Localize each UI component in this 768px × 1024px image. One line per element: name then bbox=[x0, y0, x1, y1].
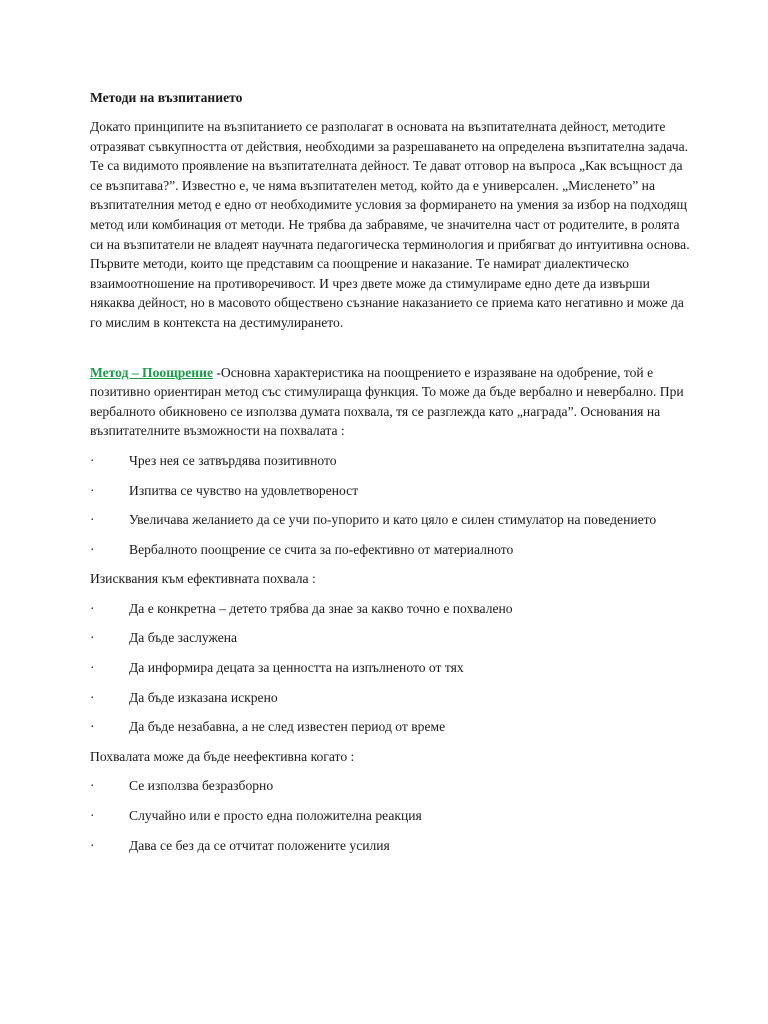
list-item bbox=[90, 599, 690, 619]
bullet-marker: · bbox=[90, 512, 95, 528]
list-item bbox=[90, 481, 690, 501]
bullet-marker: · bbox=[90, 778, 95, 794]
list-item bbox=[90, 658, 690, 678]
list-item-text: Да бъде заслужена bbox=[129, 630, 238, 646]
list-item-text: Чрез нея се затвърдява позитивното bbox=[129, 452, 337, 468]
list-item-text: Се използва безразборно bbox=[129, 778, 274, 794]
list-item-text: Да е конкретна – детето трябва да знае за какво точно е похвалено bbox=[129, 600, 513, 616]
list-item-text: Дава се без да се отчитат положените усилия bbox=[129, 837, 390, 853]
list-item-text: Изпитва се чувство на удовлетвореност bbox=[129, 482, 359, 498]
intro-paragraph: Докато принципите на възпитанието се разполагат в основата на възпитателната дейност, методите отразяват съвкупността от действия, необходими за разрешаването на определена възпитателна задача. Те са видимото проявление на възпитателната дейност. Те дават отговор на въпроса „Как всъщност да се възпитава?”. Известно е, че няма възпитателен метод, който да е универсален. „Мисленето” на възпитателния метод е едно от необходимите условия за формирането на умения за избор на подходящ метод или комбинация от методи. Не трябва да забравяме, че значителна част от родителите, в ролята си на възпитатели не владеят научната педагогическа терминология и прибягват до интуитивна основа. Първите методи, които ще представим са поощрение и наказание. Те намират диалектическо взаимоотношение на противоречивост. И чрез двете може да стимулираме едно дете да извърши някаква дейност, но в масовото обществено съзнание наказанието се приема като негативно и може да го мислим в контекста на дестимулирането. bbox=[90, 119, 690, 330]
list-item-text: Да информира децата за ценността на изпълненото от тях bbox=[129, 660, 464, 676]
list-item bbox=[90, 717, 690, 737]
list-item bbox=[90, 806, 690, 826]
list-item bbox=[90, 776, 690, 796]
bullet-marker: · bbox=[90, 660, 95, 676]
bullet-marker: · bbox=[90, 452, 95, 468]
bullet-marker: · bbox=[90, 689, 95, 705]
list-item-text: Да бъде изказана искрено bbox=[129, 689, 278, 705]
list-item bbox=[90, 688, 690, 708]
method-description: -Основна характеристика на поощрението е изразяване на одобрение, той е позитивно ориентиран метод със стимулираща функция. То може да бъде вербално и невербално. При вербалното обикновено се използва думата похвала, тя се разглежда като „награда”. Основания на възпитателните възможности на похвалата : bbox=[90, 364, 684, 439]
list-item bbox=[90, 628, 690, 648]
document-title: Методи на възпитанието bbox=[90, 90, 243, 105]
bullet-marker: · bbox=[90, 837, 95, 853]
requirements-heading: Изисквания към ефективната похвала : bbox=[90, 571, 316, 587]
ineffective-heading: Похвалата може да бъде неефективна когато : bbox=[90, 748, 355, 764]
bullet-marker: · bbox=[90, 541, 95, 557]
method-link[interactable]: Метод – Поощрение bbox=[90, 364, 213, 380]
document-page bbox=[90, 88, 690, 855]
list-item bbox=[90, 510, 690, 530]
bullet-marker: · bbox=[90, 482, 95, 498]
bullet-marker: · bbox=[90, 719, 95, 735]
bullet-marker: · bbox=[90, 808, 95, 824]
list-item-text: Да бъде незабавна, а не след известен период от време bbox=[129, 719, 446, 735]
list-item bbox=[90, 540, 690, 560]
list-item bbox=[90, 451, 690, 471]
bullet-marker: · bbox=[90, 600, 95, 616]
method-paragraph bbox=[90, 363, 690, 441]
list-item-text: Вербалното поощрение се счита за по-ефективно от материалното bbox=[129, 541, 514, 557]
list-item bbox=[90, 836, 690, 856]
bullet-marker: · bbox=[90, 630, 95, 646]
list-item-text: Случайно или е просто една положителна реакция bbox=[129, 808, 422, 824]
list-item-text: Увеличава желанието да се учи по-упорито и като цяло е силен стимулатор на поведението bbox=[129, 512, 657, 528]
